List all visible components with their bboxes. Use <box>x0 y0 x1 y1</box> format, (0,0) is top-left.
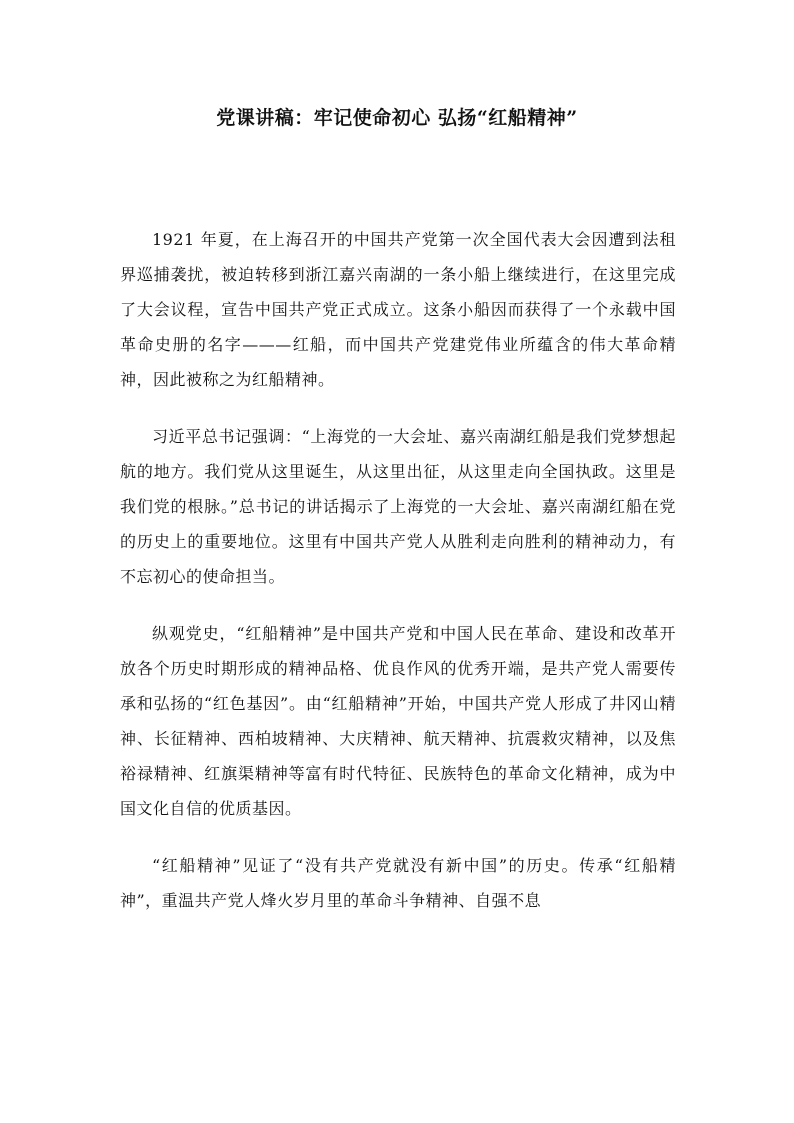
paragraph-3: 纵观党史，“红船精神”是中国共产党和中国人民在革命、建设和改革开放各个历史时期形成的精神品格、优良作风的优秀开端，是共产党人需要传承和弘扬的“红色基因”。由“红船精神”开始，中国共产党人形成了井冈山精神、长征精神、西柏坡精神、大庆精神、航天精神、抗震救灾精神，以及焦裕禄精神、红旗渠精神等富有时代特征、民族特色的革命文化精神，成为中国文化自信的优质基因。 <box>120 624 676 818</box>
paragraph-4: “红船精神”见证了“没有共产党就没有新中国”的历史。传承“红船精神”，重温共产党人烽火岁月里的革命斗争精神、自强不息 <box>120 856 676 910</box>
paragraph-2: 习近平总书记强调：“上海党的一大会址、嘉兴南湖红船是我们党梦想起航的地方。我们党从这里诞生，从这里出征，从这里走向全国执政。这里是我们党的根脉。”总书记的讲话揭示了上海党的一大会址、嘉兴南湖红船在党的历史上的重要地位。这里有中国共产党人从胜利走向胜利的精神动力，有不忘初心的使命担当。 <box>120 427 676 586</box>
document-title: 党课讲稿：牢记使命初心 弘扬“红船精神” <box>216 107 578 129</box>
paragraph-1: 1921 年夏，在上海召开的中国共产党第一次全国代表大会因遭到法租界巡捕袭扰，被迫转移到浙江嘉兴南湖的一条小船上继续进行，在这里完成了大会议程，宣告中国共产党正式成立。这条小船因而获得了一个永载中国革命史册的名字———红船，而中国共产党建党伟业所蕴含的伟大革命精神，因此被称之为红船精神。 <box>120 230 676 389</box>
document-body <box>120 222 676 940</box>
